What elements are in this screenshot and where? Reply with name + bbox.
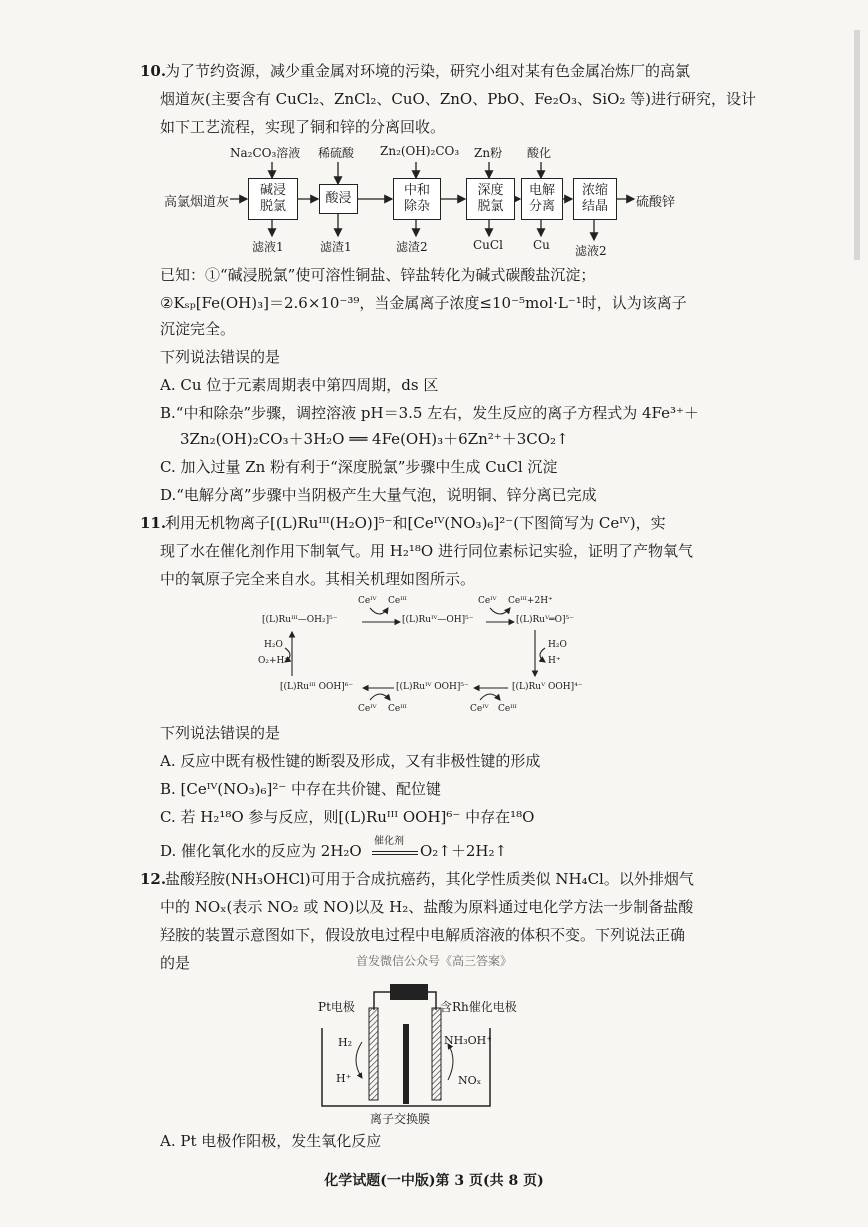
q12-option-a: A. Pt 电极作阳极，发生氧化反应 bbox=[160, 1132, 382, 1150]
flow-step-alkali-leach: 碱浸 脱氯 bbox=[248, 178, 298, 220]
flow-product: Cu bbox=[533, 238, 550, 252]
flow-reagent: Zn₂(OH)₂CO₃ bbox=[380, 144, 460, 158]
q10-number: 10. bbox=[140, 62, 167, 80]
mech-ce4: Ceᴵⱽ bbox=[358, 704, 377, 714]
q10-text-line: 为了节约资源，减少重金属对环境的污染，研究小组对某有色金属冶炼厂的高氯 bbox=[165, 62, 691, 80]
q11-option-d-products: O₂↑＋2H₂↑ bbox=[420, 842, 508, 860]
mech-ru4-ooh: [(L)Ruᴵⱽ OOH]⁵⁻ bbox=[396, 682, 469, 692]
flow-reagent: 酸化 bbox=[527, 146, 552, 160]
q11-text-line: 现了水在催化剂作用下制氧气。用 H₂¹⁸O 进行同位素标记实验，证明了产物氧气 bbox=[160, 542, 693, 560]
mech-ce3: Ceᴵᴵᴵ bbox=[388, 704, 407, 714]
mech-h2o: H₂O bbox=[264, 640, 283, 650]
q10-known-line: 已知：①“碱浸脱氯”使可溶性铜盐、锌盐转化为碱式碳酸盐沉淀； bbox=[160, 266, 596, 284]
flow-product: CuCl bbox=[473, 238, 503, 252]
mech-ce3: Ceᴵᴵᴵ bbox=[388, 596, 407, 606]
mech-ru3-ooh: [(L)Ruᴵᴵᴵ OOH]⁶⁻ bbox=[280, 682, 354, 692]
q10-text-line: 烟道灰(主要含有 CuCl₂、ZnCl₂、CuO、ZnO、PbO、Fe₂O₃、SiO₂ 等)进行研究，设计 bbox=[160, 90, 757, 108]
q10-option-b-equation: 3Zn₂(OH)₂CO₃＋3H₂O ══ 4Fe(OH)₃＋6Zn²⁺＋3CO₂↑ bbox=[180, 430, 569, 448]
q10-text-line: 如下工艺流程，实现了铜和锌的分离回收。 bbox=[160, 118, 446, 136]
mech-ce3-2h: Ceᴵᴵᴵ+2H⁺ bbox=[508, 596, 553, 606]
mech-h2o: H₂O bbox=[548, 640, 567, 650]
q11-text-line: 中的氧原子完全来自水。其相关机理如图所示。 bbox=[160, 570, 476, 588]
h2-label: H₂ bbox=[338, 1036, 353, 1049]
mech-ce4: Ceᴵⱽ bbox=[470, 704, 489, 714]
h-plus-label: H⁺ bbox=[336, 1072, 352, 1085]
q10-prompt: 下列说法错误的是 bbox=[160, 348, 281, 366]
q11-option-d: D. 催化氧化水的反应为 2H₂O bbox=[160, 842, 362, 860]
flow-product: 滤渣2 bbox=[396, 240, 428, 254]
flow-step-electrolysis: 电解 分离 bbox=[521, 178, 563, 220]
mech-ru3-oh2: [(L)Ruᴵᴵᴵ—OH₂]⁵⁻ bbox=[262, 615, 338, 625]
flow-step-crystallize: 浓缩 结晶 bbox=[573, 178, 617, 220]
q12-text-line: 盐酸羟胺(NH₃OHCl)可用于合成抗癌药，其化学性质类似 NH₄Cl。以外排烟气 bbox=[165, 870, 694, 888]
q11-prompt: 下列说法错误的是 bbox=[160, 724, 281, 742]
q11-text-line: 利用无机物离子[(L)Ruᴵᴵᴵ(H₂O)]⁵⁻和[Ceᴵⱽ(NO₃)₆]²⁻(下图简写为 Ceᴵⱽ)，实 bbox=[165, 514, 666, 532]
mech-ce4: Ceᴵⱽ bbox=[478, 596, 497, 606]
q10-known-line: 沉淀完全。 bbox=[160, 320, 236, 338]
q10-option-d: D.“电解分离”步骤中当阴极产生大量气泡，说明铜、锌分离已完成 bbox=[160, 486, 597, 504]
flow-product: 滤液1 bbox=[252, 240, 284, 254]
flow-reagent: 稀硫酸 bbox=[318, 146, 355, 160]
q12-number: 12. bbox=[140, 870, 167, 888]
membrane-label: 离子交换膜 bbox=[370, 1112, 431, 1126]
q10-option-c: C. 加入过量 Zn 粉有利于“深度脱氯”步骤中生成 CuCl 沉淀 bbox=[160, 458, 558, 476]
flow-output: 硫酸锌 bbox=[636, 195, 676, 210]
mech-ce3: Ceᴵᴵᴵ bbox=[498, 704, 517, 714]
watermark: 首发微信公众号《高三答案》 bbox=[355, 954, 512, 968]
flow-step-acid-leach: 酸浸 bbox=[319, 184, 358, 214]
mech-ru5-o: [(L)Ruⱽ═O]⁵⁻ bbox=[516, 615, 574, 625]
nox-label: NOₓ bbox=[458, 1074, 482, 1087]
flow-product: 滤渣1 bbox=[320, 240, 352, 254]
q11-option-a: A. 反应中既有极性键的断裂及形成，又有非极性键的形成 bbox=[160, 752, 541, 770]
q10-known-line: ②Kₛₚ[Fe(OH)₃]＝2.6×10⁻³⁹，当金属离子浓度≤10⁻⁵mol·L⁻¹时，认为该离子 bbox=[160, 294, 687, 312]
mech-ce4: Ceᴵⱽ bbox=[358, 596, 377, 606]
flow-reagent: Na₂CO₃溶液 bbox=[230, 146, 301, 160]
flow-input: 高氯烟道灰 bbox=[164, 195, 230, 210]
q10-option-b: B.“中和除杂”步骤，调控溶液 pH＝3.5 左右，发生反应的离子方程式为 4Fe³⁺＋ bbox=[160, 404, 699, 422]
flow-product: 滤液2 bbox=[575, 244, 607, 258]
q12-text-line: 羟胺的装置示意图如下，假设放电过程中电解质溶液的体积不变。下列说法正确 bbox=[160, 926, 686, 944]
page-footer: 化学试题(一中版)第 3 页(共 8 页) bbox=[324, 1173, 544, 1189]
mech-ru5-ooh: [(L)Ruⱽ OOH]⁴⁻ bbox=[512, 682, 583, 692]
flow-step-neutralize: 中和 除杂 bbox=[393, 178, 441, 220]
q11-option-b: B. [Ceᴵⱽ(NO₃)₆]²⁻ 中存在共价键、配位键 bbox=[160, 780, 442, 798]
mech-ru4-oh: [(L)Ruᴵⱽ—OH]⁵⁻ bbox=[402, 615, 474, 625]
rh-electrode-label: 含Rh催化电极 bbox=[440, 1000, 517, 1014]
q11-option-c: C. 若 H₂¹⁸O 参与反应，则[(L)Ruᴵᴵᴵ OOH]⁶⁻ 中存在¹⁸O bbox=[160, 808, 535, 826]
pt-electrode-label: Pt电极 bbox=[318, 1000, 355, 1014]
mech-o2-h: O₂+H⁺ bbox=[258, 656, 290, 666]
catalyst-condition: 催化剂 bbox=[374, 836, 404, 847]
q12-text-line: 的是 bbox=[160, 954, 191, 972]
flow-step-deep-dechlorination: 深度 脱氯 bbox=[466, 178, 515, 220]
nh3oh-label: NH₃OH⁺ bbox=[444, 1034, 493, 1047]
q11-number: 11. bbox=[140, 514, 167, 532]
q12-text-line: 中的 NOₓ(表示 NO₂ 或 NO)以及 H₂、盐酸为原料通过电化学方法一步制备盐酸 bbox=[160, 898, 694, 916]
flow-reagent: Zn粉 bbox=[474, 146, 503, 160]
mech-h-plus: H⁺ bbox=[548, 656, 561, 666]
q10-option-a: A. Cu 位于元素周期表中第四周期，ds 区 bbox=[160, 376, 439, 394]
